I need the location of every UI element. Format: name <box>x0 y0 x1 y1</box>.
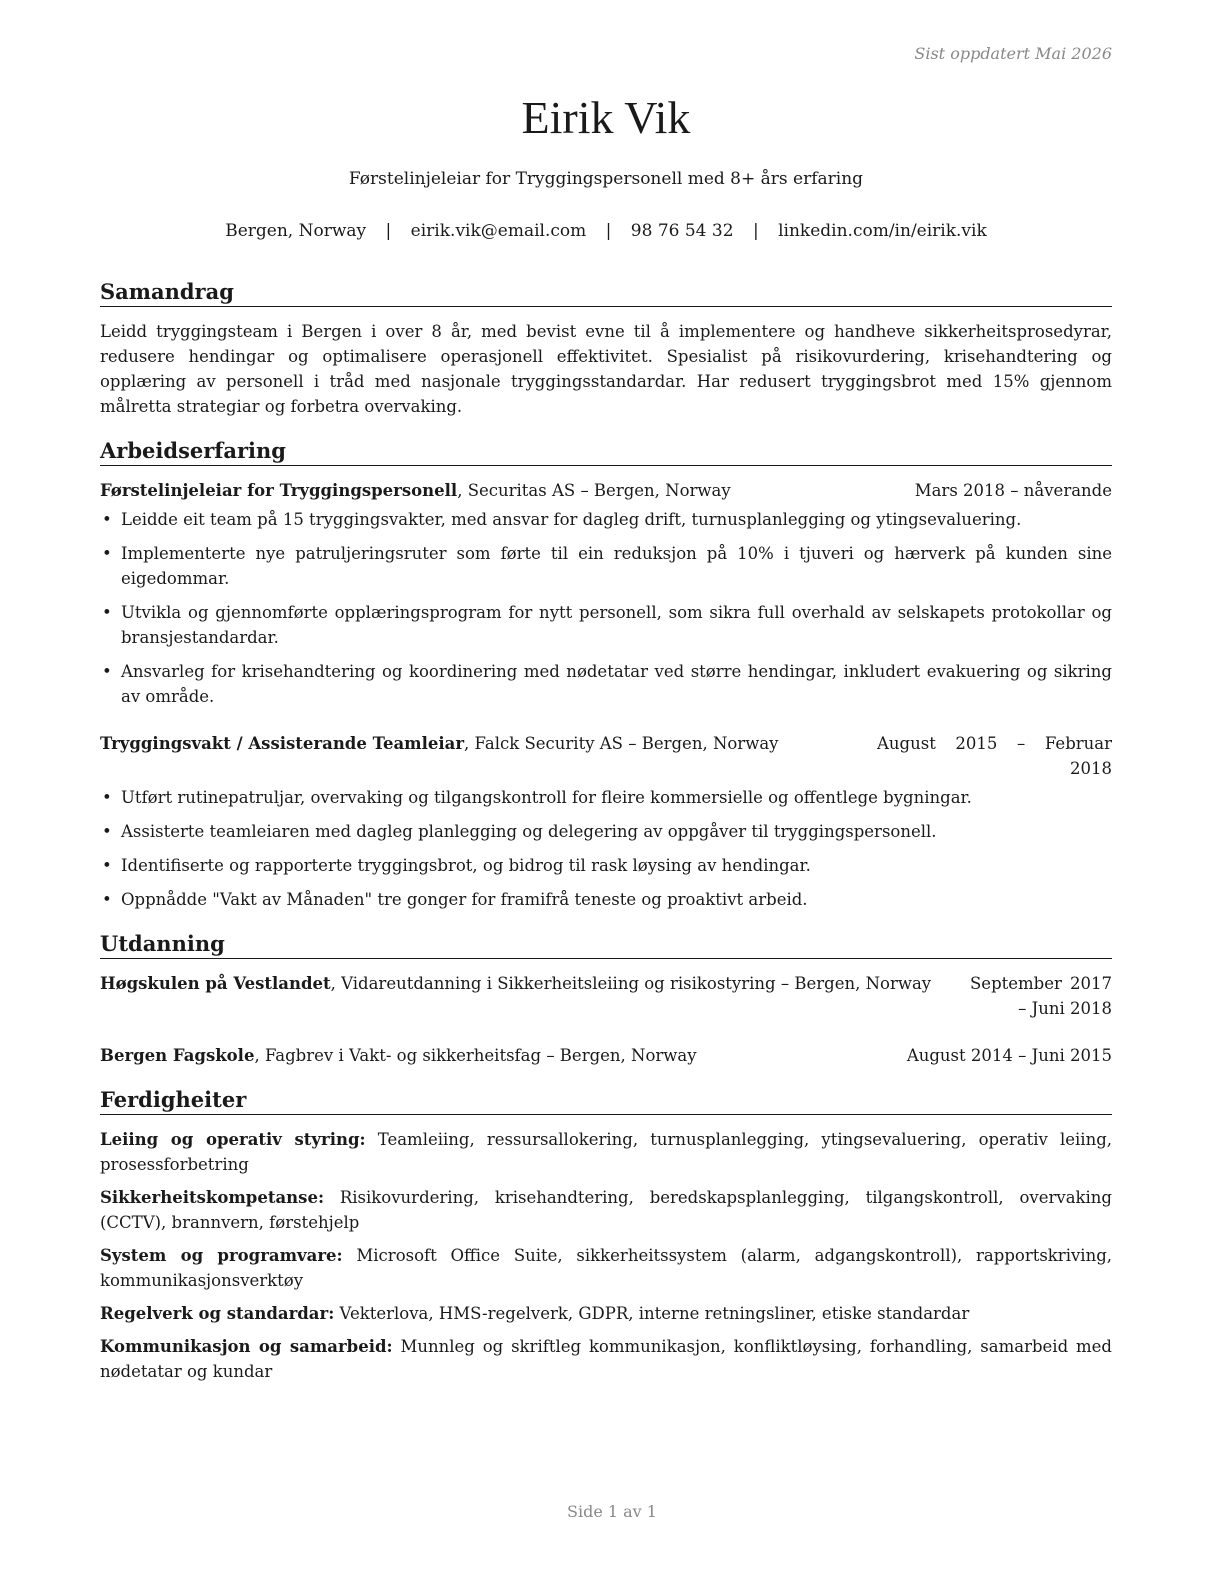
education-dates: August 2014 – Juni 2015 <box>906 1046 1112 1065</box>
job-company: , Falck Security AS – Bergen, Norway <box>464 734 779 753</box>
skill-label: Kommunikasjon og samarbeid: <box>100 1337 393 1356</box>
contact-separator: | <box>752 221 759 241</box>
resume-page <box>100 40 1112 1384</box>
bullet-item <box>100 853 1112 878</box>
skill-label: Sikkerheitskompetanse: <box>100 1188 325 1207</box>
skill-label: Regelverk og standardar: <box>100 1304 335 1323</box>
job-dates: August 2015 – Februar 2018 <box>877 734 1112 778</box>
job-company: , Securitas AS – Bergen, Norway <box>457 481 731 500</box>
skill-row <box>100 1185 1112 1235</box>
skills-section <box>100 1086 1112 1384</box>
job-entry <box>100 478 1112 709</box>
bullet-dot-icon: • <box>102 603 112 622</box>
skill-row <box>100 1243 1112 1293</box>
experience-section <box>100 437 1112 912</box>
contact-separator: | <box>605 221 612 241</box>
bullet-text: Identifiserte og rapporterte tryggingsbrot, og bidrog til rask løysing av hendingar. <box>121 856 811 875</box>
job-header <box>100 731 1112 781</box>
skill-text: Risikovurdering, krisehandtering, beredskapsplanlegging, tilgangskontroll, overvaking (CCTV), brannvern, førstehjelp <box>100 1188 1112 1232</box>
bullet-dot-icon: • <box>102 856 112 875</box>
bullet-dot-icon: • <box>102 890 112 909</box>
contact-linkedin[interactable]: linkedin.com/in/eirik.vik <box>778 221 987 241</box>
skill-text: Munnleg og skriftleg kommunikasjon, konfliktløysing, forhandling, samarbeid med nødetatar og kundar <box>100 1337 1112 1381</box>
skill-text: Teamleiing, ressursallokering, turnusplanlegging, ytingsevaluering, operativ leiing, prosessforbetring <box>100 1130 1112 1174</box>
section-title-skills: Ferdigheiter <box>100 1086 1112 1115</box>
skill-label: Leiing og operativ styring: <box>100 1130 366 1149</box>
job-header <box>100 478 1112 503</box>
contact-separator: | <box>385 221 392 241</box>
job-entry <box>100 731 1112 912</box>
skill-row <box>100 1334 1112 1384</box>
summary-text: Leidd tryggingsteam i Bergen i over 8 år, med bevist evne til å implementere og handheve sikkerheitsprosedyrar, redusere hendingar og optimalisere operasjonell effektivitet. Spesialist på risikovurdering, krisehandtering og opplæring av personell i tråd med nasjonale tryggingsstandardar. Har redusert tryggingsbrot med 15% gjennom målretta strategiar og forbetra overvaking. <box>100 322 1112 416</box>
page-number: Side 1 av 1 <box>567 1502 657 1521</box>
education-line <box>100 1043 907 1068</box>
bullet-text: Assisterte teamleiaren med dagleg planlegging og delegering av oppgåver til tryggingspersonell. <box>121 822 937 841</box>
bullet-text: Oppnådde "Vakt av Månaden" tre gonger for framifrå teneste og proaktivt arbeid. <box>121 890 808 909</box>
job-bullets <box>100 507 1112 709</box>
bullet-text: Utvikla og gjennomførte opplæringsprogram for nytt personell, som sikra full overhald av selskapets protokollar og bransjestandardar. <box>121 603 1112 647</box>
summary-section <box>100 278 1112 419</box>
bullet-dot-icon: • <box>102 544 112 563</box>
contact-location: Bergen, Norway <box>225 221 367 241</box>
job-role: Førstelinjeleiar for Tryggingspersonell <box>100 481 458 500</box>
bullet-item <box>100 887 1112 912</box>
education-dates: September 2017 – Juni 2018 <box>970 974 1112 1018</box>
job-title-line <box>100 731 877 781</box>
education-section <box>100 930 1112 1068</box>
candidate-tagline: Førstelinjeleiar for Tryggingspersonell med 8+ års erfaring <box>348 169 864 189</box>
bullet-item <box>100 819 1112 844</box>
bullet-text: Leidde eit team på 15 tryggingsvakter, med ansvar for dagleg drift, turnusplanlegging og ytingsevaluering. <box>121 510 1022 529</box>
bullet-text: Ansvarleg for krisehandtering og koordinering med nødetatar ved større hendingar, inkludert evakuering og sikring av område. <box>121 662 1112 706</box>
education-school: Høgskulen på Vestlandet <box>100 974 331 993</box>
skill-row <box>100 1127 1112 1177</box>
job-dates: Mars 2018 – nåverande <box>914 481 1112 500</box>
contact-email[interactable]: eirik.vik@email.com <box>410 221 587 241</box>
skill-text: Microsoft Office Suite, sikkerheitssystem (alarm, adgangskontroll), rapportskriving, kommunikasjonsverktøy <box>100 1246 1113 1290</box>
education-entry <box>100 1043 1112 1068</box>
skill-text: Vekterlova, HMS-regelverk, GDPR, interne retningsliner, etiske standardar <box>334 1304 970 1323</box>
job-bullets <box>100 785 1112 912</box>
bullet-dot-icon: • <box>102 510 112 529</box>
section-title-summary: Samandrag <box>100 278 1112 307</box>
bullet-text: Implementerte nye patruljeringsruter som førte til ein reduksjon på 10% i tjuveri og hærverk på kunden sine eigedommar. <box>121 544 1112 588</box>
bullet-item <box>100 785 1112 810</box>
candidate-name: Eirik Vik <box>521 92 691 143</box>
skill-label: System og programvare: <box>100 1246 343 1265</box>
job-title-line <box>100 478 915 503</box>
education-line <box>100 971 970 1021</box>
bullet-item <box>100 541 1112 591</box>
bullet-text: Utført rutinepatruljar, overvaking og tilgangskontroll for fleire kommersielle og offentlege bygningar. <box>121 788 972 807</box>
bullet-item <box>100 507 1112 532</box>
section-title-education: Utdanning <box>100 930 1112 959</box>
education-detail: , Fagbrev i Vakt- og sikkerheitsfag – Bergen, Norway <box>254 1046 697 1065</box>
bullet-dot-icon: • <box>102 822 112 841</box>
education-school: Bergen Fagskole <box>100 1046 255 1065</box>
education-entry <box>100 971 1112 1021</box>
bullet-dot-icon: • <box>102 788 112 807</box>
bullet-item <box>100 600 1112 650</box>
section-title-experience: Arbeidserfaring <box>100 437 1112 466</box>
contact-line <box>100 220 1112 242</box>
contact-phone: 98 76 54 32 <box>630 221 734 241</box>
job-role: Tryggingsvakt / Assisterande Teamleiar <box>100 734 465 753</box>
bullet-dot-icon: • <box>102 662 112 681</box>
skill-row <box>100 1301 1112 1326</box>
education-detail: , Vidareutdanning i Sikkerheitsleiing og risikostyring – Bergen, Norway <box>330 974 932 993</box>
bullet-item <box>100 659 1112 709</box>
last-updated-note: Sist oppdatert Mai 2026 <box>914 44 1112 63</box>
